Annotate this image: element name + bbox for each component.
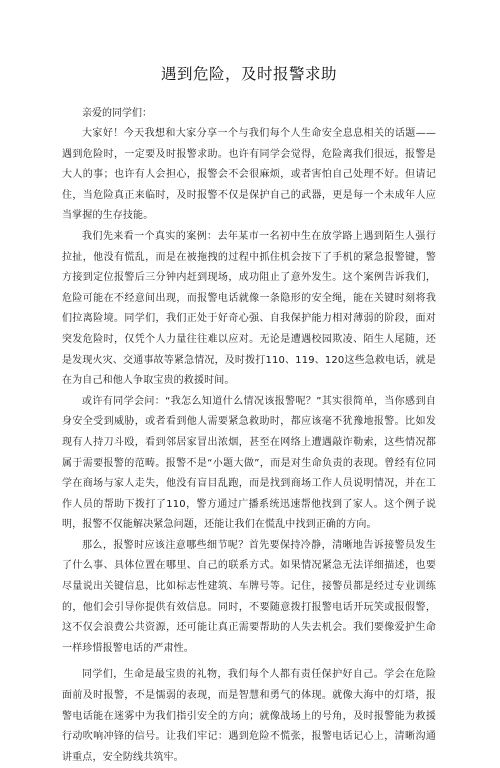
document-title: 遇到危险，及时报警求助 (160, 65, 337, 83)
paragraph-5: 同学们，生命是最宝贵的礼物，我们每个人都有责任保护好自己。学会在危险面前及时报警，不是懦弱的表现，而是智慧和勇气的体现。就像大海中的灯塔，报警电话能在迷雾中为我们指引安全的方向；就像战场上的号角，及时报警能为救援行动吹响冲锋的信号。让我们牢记：遇到危险不慌张，报警电话记心上，清晰沟通讲重点，安全防线共筑牢。 (62, 669, 436, 763)
paragraph-3: 或许有同学会问：“我怎么知道什么情况该报警呢？”其实很简单，当你感到自身安全受到威胁，或者看到他人需要紧急救助时，都应该毫不犹豫地报警。比如发现有人持刀斗殴，看到邻居家冒出浓烟，甚至在网络上遭遇敲诈勒索，这些情况都属于需要报警的范畴。报警不是“小题大做”，而是对生命负责的表现。曾经有位同学在商场与家人走失，他没有盲目乱跑，而是找到商场工作人员说明情况，并在工作人员的帮助下拨打了110，警方通过广播系统迅速帮他找到了家人。这个例子说明，报警不仅能解决紧急问题，还能让我们在慌乱中找到正确的方向。 (62, 395, 436, 531)
paragraph-1: 大家好！今天我想和大家分享一个与我们每个人生命安全息息相关的话题——遇到危险时，一定要及时报警求助。也许有同学会觉得，危险离我们很远，报警是大人的事；也许有人会担心，报警会不会很麻烦，或者害怕自己处理不好。但请记住，当危险真正来临时，及时报警不仅是保护自己的武器，更是每一个未成年人应当掌握的生存技能。 (62, 128, 436, 222)
paragraph-4: 那么，报警时应该注意哪些细节呢？首先要保持冷静，清晰地告诉接警员发生了什么事、具体位置在哪里、自己的联系方式。如果情况紧急无法详细描述，也要尽量说出关键信息，比如标志性建筑、车牌号等。记住，接警员都是经过专业训练的，他们会引导你提供有效信息。同时，不要随意拨打报警电话开玩笑或报假警，这不仅会浪费公共资源，还可能让真正需要帮助的人失去机会。我们要像爱护生命一样珍惜报警电话的严肃性。 (62, 539, 436, 654)
greeting: 亲爱的同学们： (82, 108, 152, 119)
paragraph-2: 我们先来看一个真实的案例：去年某市一名初中生在放学路上遇到陌生人强行拉扯，他没有慌乱，而是在被拖拽的过程中抓住机会按下了手机的紧急报警键，警方接到定位报警后三分钟内赶到现场，成功阻止了意外发生。这个案例告诉我们，危险可能在不经意间出现，而报警电话就像一条隐形的安全绳，能在关键时刻将我们拉离险境。同学们，我们正处于好奇心强、自我保护能力相对薄弱的阶段，面对突发危险时，仅凭个人力量往往难以应对。无论是遭遇校园欺凌、陌生人尾随，还是发现火灾、交通事故等紧急情况，及时拨打110、119、120这些急救电话，就是在为自己和他人争取宝贵的救援时间。 (62, 230, 436, 387)
